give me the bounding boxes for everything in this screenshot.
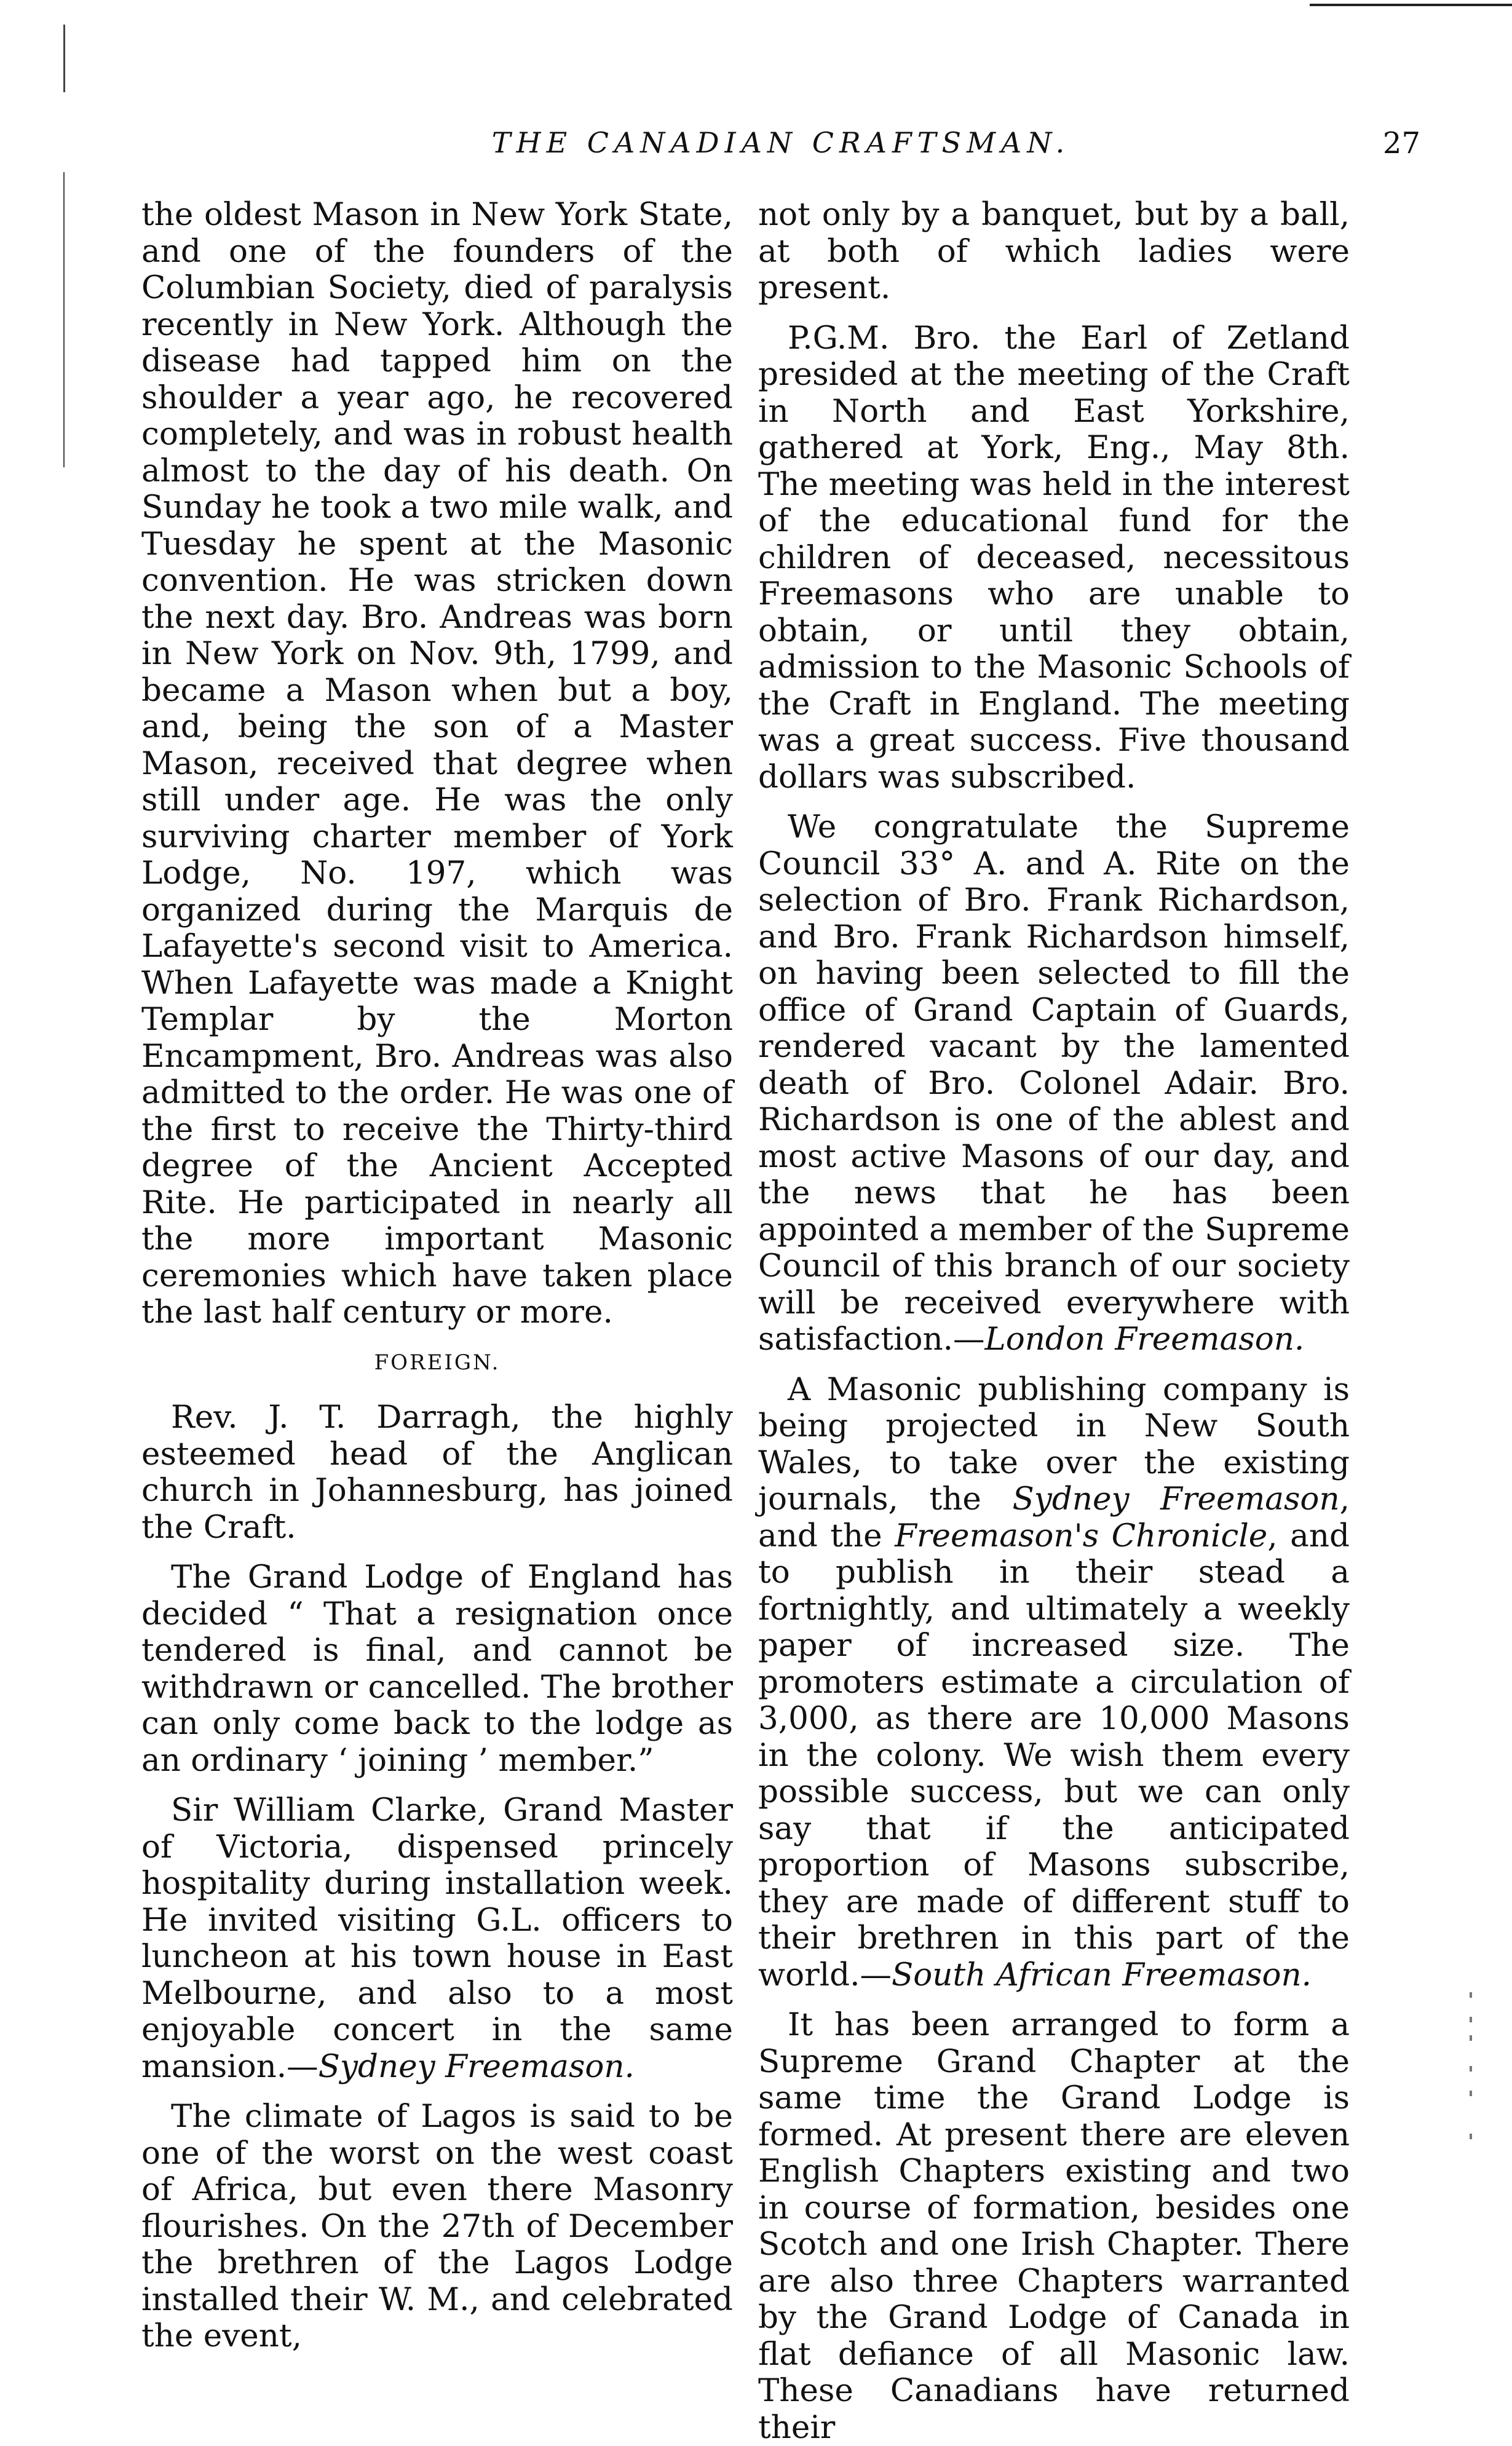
paragraph-richardson	[758, 809, 1350, 1358]
running-title: THE CANADIAN CRAFTSMAN.	[491, 126, 1071, 159]
journal-title: Sydney Freemason	[1012, 1481, 1340, 1518]
page-number: 27	[1382, 126, 1420, 160]
paragraph-text: A Masonic publishing company is being projected in New South Wales, to take over the existing journals, the	[758, 1371, 1350, 1518]
paragraph-publishing-company	[758, 1372, 1350, 1994]
paragraph-text: Sir William Clarke, Grand Master of Victoria, dispensed princely hospitality during installation week. He invited visiting G.L. officers to luncheon at his town house in East Melbourne, and also to a most enjoyable concert in the same mansion.—	[141, 1792, 733, 2085]
paragraph-text: , and the	[758, 1481, 1350, 1554]
source-citation: South African Freemason.	[892, 1956, 1312, 1993]
paragraph-andreas: the oldest Mason in New York State, and one of the founders of the Columbian Society, died of paralysis recently in New York. Although the disease had tapped him on the shoulder a year ago, he recovered completely, and was in robust health almost to the day of his death. On Sunday he took a two mile walk, and Tuesday he spent at the Masonic convention. He was stricken down the next day. Bro. Andreas was born in New York on Nov. 9th, 1799, and became a Mason when but a boy, and, being the son of a Master Mason, received that degree when still under age. He was the only surviving charter member of York Lodge, No. 197, which was organized during the Marquis de Lafayette's second visit to America. When Lafayette was made a Knight Templar by the Morton Encampment, Bro. Andreas was also admitted to the order. He was one of the first to receive the Thirty-third degree of the Ancient Accepted Rite. He participated in nearly all the more important Masonic ceremonies which have taken place the last half century or more.	[141, 196, 733, 1331]
source-citation: Sydney Freemason.	[318, 2048, 635, 2085]
paragraph-grand-lodge-england: The Grand Lodge of England has decided “ That a resignation once tendered is final, and cannot be withdrawn or cancelled. The brother can only come back to the lodge as an ordinary ‘ joining ’ member.”	[141, 1559, 733, 1779]
left-column	[141, 197, 733, 2355]
paragraph-text: , and to publish in their stead a fortnightly, and ultimately a weekly paper of increased size. The promoters estimate a circulation of 3,000, as there are 10,000 Masons in the colony. We wish them every possible success, but we can only say that if the anticipated proportion of Masons subscribe, they are made of different stuff to their brethren in this part of the world.—	[758, 1517, 1350, 1993]
paragraph-zetland: P.G.M. Bro. the Earl of Zetland presided at the meeting of the Craft in North and East Yorkshire, gathered at York, Eng., May 8th. The meeting was held in the interest of the educational fund for the children of deceased, necessitous Freemasons who are unable to obtain, or until they obtain, admission to the Masonic Schools of the Craft in England. The meeting was a great success. Five thousand dollars was subscribed.	[758, 319, 1350, 796]
right-column	[758, 197, 1350, 2446]
margin-mark	[63, 25, 65, 92]
section-heading-foreign: FOREIGN.	[374, 1350, 501, 1375]
margin-mark	[63, 172, 65, 467]
source-citation: London Freemason.	[984, 1321, 1305, 1358]
margin-specks	[1470, 1992, 1476, 2177]
page-header	[141, 126, 1427, 169]
paragraph-william-clarke	[141, 1792, 733, 2085]
journal-title: Freemason's Chronicle	[895, 1517, 1268, 1554]
paragraph-grand-chapter: It has been arranged to form a Supreme Grand Chapter at the same time the Grand Lodge is formed. At present there are eleven English Chapters existing and two in course of formation, besides one Scotch and one Irish Chapter. There are also three Chapters warranted by the Grand Lodge of Canada in flat defiance of all Masonic law. These Canadians have returned their	[758, 2006, 1350, 2446]
paragraph-banquet: not only by a banquet, but by a ball, at both of which ladies were present.	[758, 196, 1350, 306]
top-rule	[1310, 4, 1512, 6]
paragraph-lagos: The climate of Lagos is said to be one of the worst on the west coast of Africa, but even there Masonry flourishes. On the 27th of December the brethren of the Lagos Lodge installed their W. M., and celebrated the event,	[141, 2098, 733, 2354]
paragraph-darragh: Rev. J. T. Darragh, the highly esteemed head of the Anglican church in Johannesburg, has joined the Craft.	[141, 1399, 733, 1546]
paragraph-text: We congratulate the Supreme Council 33° A. and A. Rite on the selection of Bro. Frank Richardson, and Bro. Frank Richardson himself, on having been selected to fill the office of Grand Captain of Guards, rendered vacant by the lamented death of Bro. Colonel Adair. Bro. Richardson is one of the ablest and most active Masons of our day, and the news that he has been appointed a member of the Supreme Council of this branch of our society will be received everywhere with satisfaction.—	[758, 809, 1350, 1358]
